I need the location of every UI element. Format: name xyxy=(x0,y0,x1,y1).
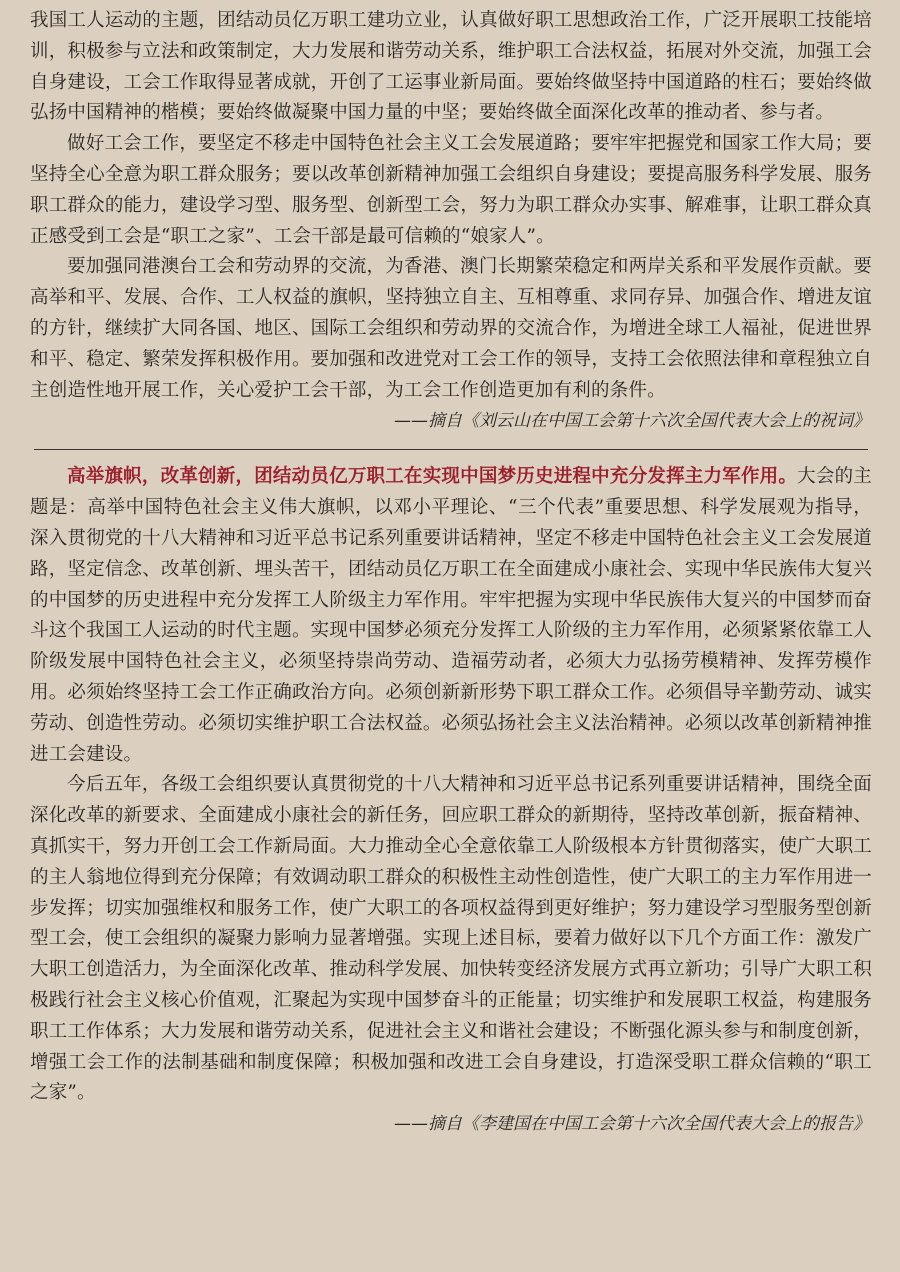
paragraph xyxy=(30,462,872,770)
paragraph: 我国工人运动的主题，团结动员亿万职工建功立业，认真做好职工思想政治工作，广泛开展职工技能培训，积极参与立法和政策制定，大力发展和谐劳动关系，维护职工合法权益，拓展对外交流，加强工会自身建设，工会工作取得显著成就，开创了工运事业新局面。要始终做坚持中国道路的柱石；要始终做弘扬中国精神的楷模；要始终做凝聚中国力量的中坚；要始终做全面深化改革的推动者、参与者。 xyxy=(30,10,872,124)
paragraph-text: 大会的主题是：高举中国特色社会主义伟大旗帜，以邓小平理论、“三个代表”重要思想、科学发展观为指导，深入贯彻党的十八大精神和习近平总书记系列重要讲话精神，坚定不移走中国特色社会主义工会发展道路，坚定信念、改革创新、埋头苦干，团结动员亿万职工在全面建成小康社会、实现中华民族伟大复兴的中国梦的历史进程中充分发挥工人阶级主力军作用。牢牢把握为实现中华民族伟大复兴的中国梦而奋斗这个我国工人运动的时代主题。实现中国梦必须充分发挥工人阶级的主力军作用，必须紧紧依靠工人阶级发展中国特色社会主义，必须坚持崇尚劳动、造福劳动者，必须大力弘扬劳模精神、发挥劳模作用。必须始终坚持工会工作正确政治方向。必须创新新形势下职工群众工作。必须倡导辛勤劳动、诚实劳动、创造性劳动。必须切实维护职工合法权益。必须弘扬社会主义法治精神。必须以改革创新精神推进工会建设。 xyxy=(30,466,872,765)
theme-highlight: 高举旗帜，改革创新，团结动员亿万职工在实现中国梦历史进程中充分发挥主力军作用。 xyxy=(67,466,798,488)
speech-excerpt-liu xyxy=(30,6,872,436)
source-attribution: ——摘自《李建国在中国工会第十六次全国代表大会上的报告》 xyxy=(394,1114,870,1135)
paragraph: 要加强同港澳台工会和劳动界的交流，为香港、澳门长期繁荣稳定和两岸关系和平发展作贡献。要高举和平、发展、合作、工人权益的旗帜，坚持独立自主、互相尊重、求同存异、加强合作、增进友谊的方针，继续扩大同各国、地区、国际工会组织和劳动界的交流合作，为增进全球工人福祉，促进世界和平、稳定、繁荣发挥积极作用。要加强和改进党对工会工作的领导，支持工会依照法律和章程独立自主创造性地开展工作，关心爱护工会干部，为工会工作创造更加有利的条件。 xyxy=(30,256,872,401)
paragraph: 今后五年，各级工会组织要认真贯彻党的十八大精神和习近平总书记系列重要讲话精神，围绕全面深化改革的新要求、全面建成小康社会的新任务，回应职工群众的新期待，坚持改革创新，振奋精神、真抓实干，努力开创工会工作新局面。大力推动全心全意依靠工人阶级根本方针贯彻落实，使广大职工的主人翁地位得到充分保障；有效调动职工群众的积极性主动性创造性，使广大职工的主力军作用进一步发挥；切实加强维权和服务工作，使广大职工的各项权益得到更好维护；努力建设学习型服务型创新型工会，使工会组织的凝聚力影响力显著增强。实现上述目标，要着力做好以下几个方面工作：激发广大职工创造活力，为全面深化改革、推动科学发展、加快转变经济发展方式再立新功；引导广大职工积极践行社会主义核心价值观，汇聚起为实现中国梦奋斗的正能量；切实维护和发展职工权益，构建服务职工工作体系；大力发展和谐劳动关系，促进社会主义和谐社会建设；不断强化源头参与和制度创新，增强工会工作的法制基础和制度保障；积极加强和改进工会自身建设，打造深受职工群众信赖的“职工之家”。 xyxy=(30,774,872,1104)
section-divider xyxy=(34,449,868,450)
paragraph: 做好工会工作，要坚定不移走中国特色社会主义工会发展道路；要牢牢把握党和国家工作大局；要坚持全心全意为职工群众服务；要以改革创新精神加强工会组织自身建设；要提高服务科学发展、服务职工群众的能力，建设学习型、服务型、创新型工会，努力为职工群众办实事、解难事，让职工群众真正感受到工会是“职工之家”、工会干部是最可信赖的“娘家人”。 xyxy=(30,133,872,247)
report-excerpt-li xyxy=(30,462,872,1139)
source-attribution: ——摘自《刘云山在中国工会第十六次全国代表大会上的祝词》 xyxy=(394,411,870,432)
